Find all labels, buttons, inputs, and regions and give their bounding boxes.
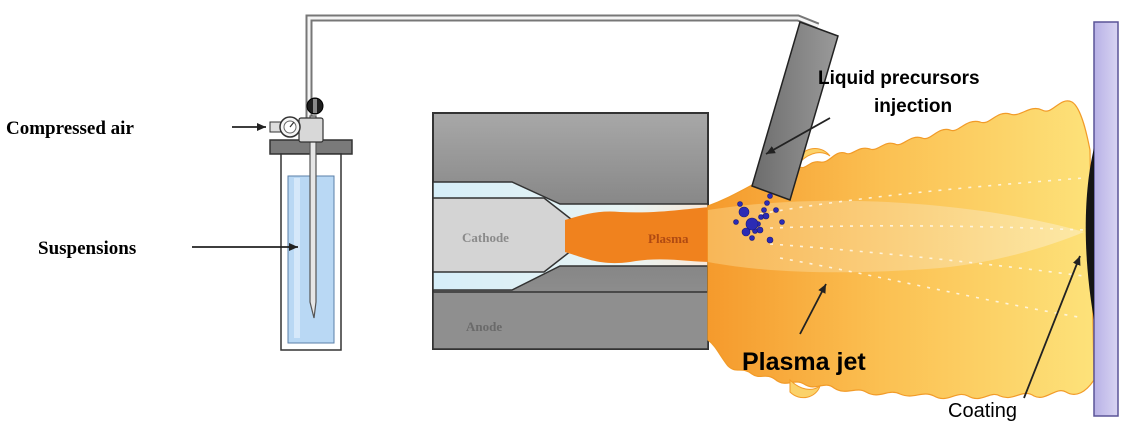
dip-tube: [310, 116, 316, 318]
substrate-plate: [1094, 22, 1118, 416]
label-suspensions: Suspensions: [38, 238, 137, 259]
valve-icon: [307, 98, 323, 114]
label-liquid-precursors-line2: injection: [874, 96, 953, 117]
label-coating: Coating: [948, 400, 1017, 422]
label-plasma: Plasma: [648, 231, 689, 246]
suspension-vessel: [270, 116, 352, 350]
label-compressed-air: Compressed air: [6, 118, 134, 139]
pressure-gauge-icon: [270, 117, 300, 137]
plasma-core: [565, 207, 712, 263]
label-cathode: Cathode: [462, 230, 509, 245]
label-liquid-precursors-line1: Liquid precursors: [818, 68, 980, 89]
feed-pipe: [309, 18, 818, 123]
label-plasma-jet: Plasma jet: [742, 348, 866, 376]
label-anode: Anode: [466, 319, 503, 334]
fitting: [299, 118, 323, 142]
